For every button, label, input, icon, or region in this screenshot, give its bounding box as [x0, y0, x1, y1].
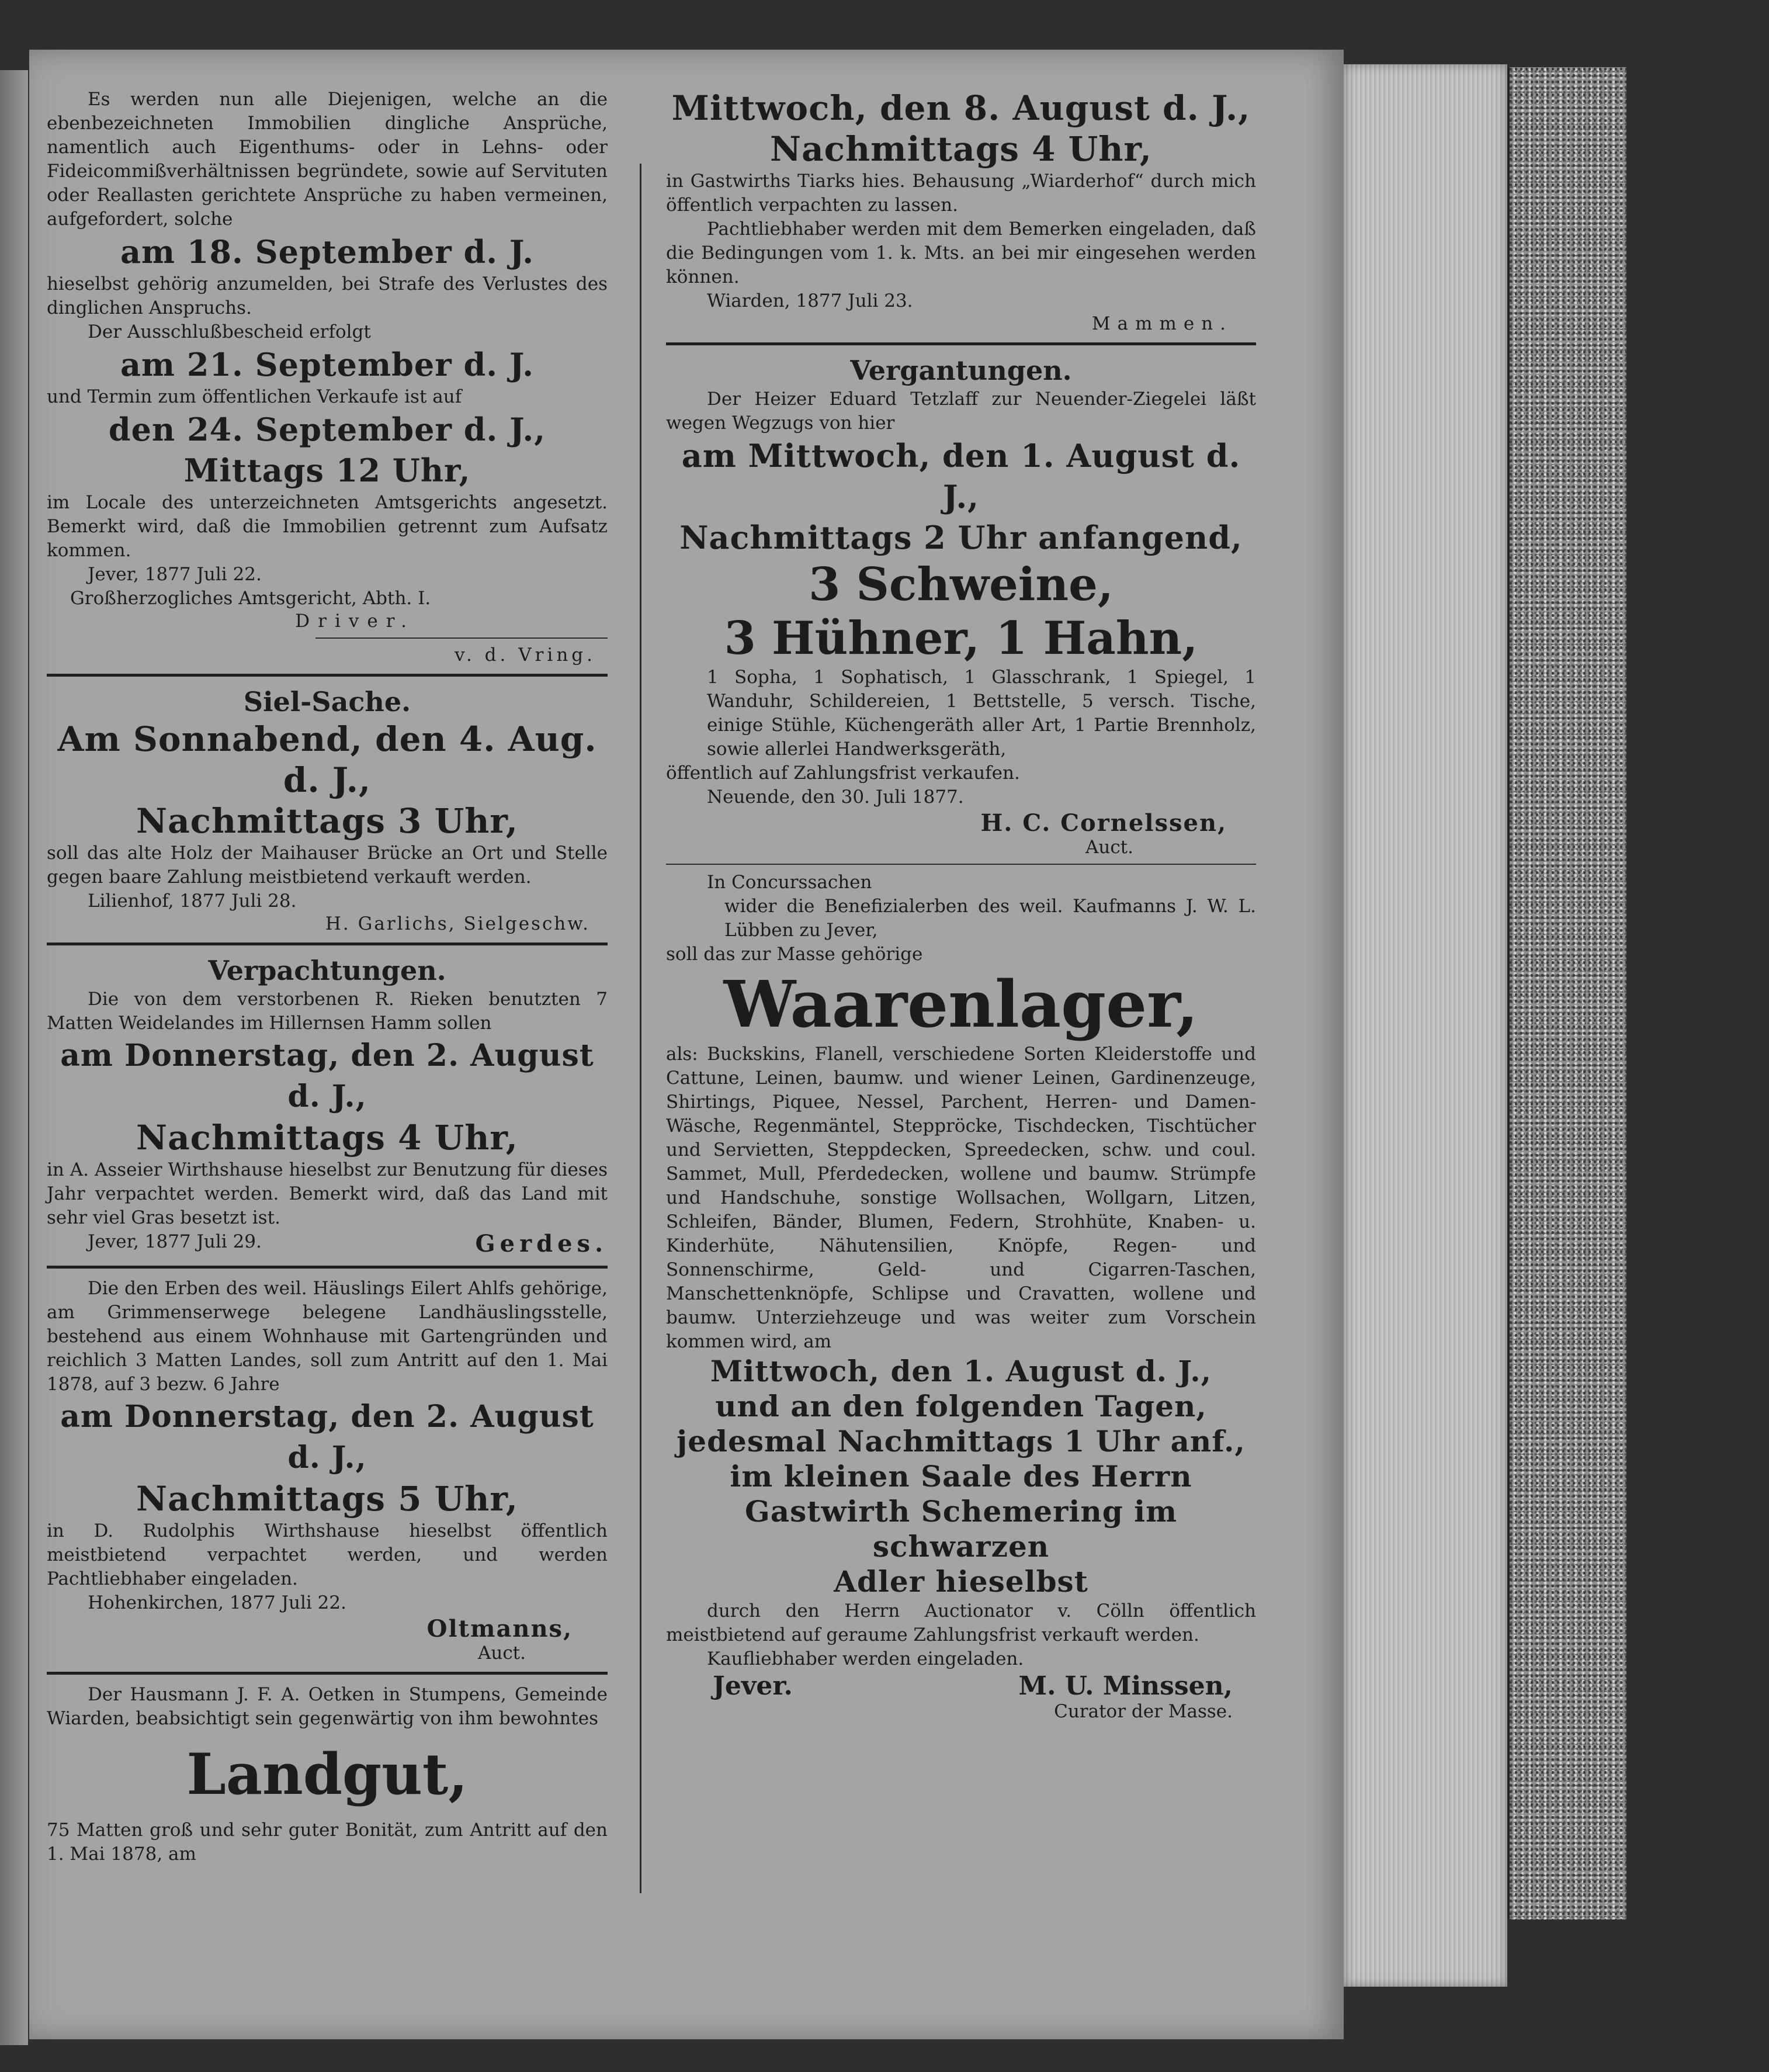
notice-text: Der Ausschlußbescheid erfolgt	[88, 321, 371, 342]
notice-text: öffentlich auf Zahlungsfrist verkaufen.	[666, 763, 1020, 784]
notice-text: im Locale des unterzeichneten Amtsgerichts angesetzt. Bemerkt wird, daß die Immobilien getrennt zum Aufsatz kommen.	[47, 492, 608, 561]
notice-signature-row	[666, 1671, 1256, 1701]
notice-date: Mittwoch, den 8. August d. J.,	[671, 88, 1251, 128]
notice-time: Nachmittags 4 Uhr,	[770, 129, 1152, 169]
notice-time: Nachmittags 4 Uhr,	[136, 1118, 518, 1158]
notice-line: und an den folgenden Tagen,	[715, 1389, 1207, 1423]
notice-place-date: Jever, 1877 Juli 29.	[88, 1231, 262, 1252]
divider	[47, 674, 608, 677]
notice-place-date: Lilienhof, 1877 Juli 28.	[88, 891, 297, 912]
notice-date: am Donnerstag, den 2. August d. J.,	[60, 1399, 594, 1475]
notice-time: Nachmittags 3 Uhr,	[136, 801, 518, 841]
divider	[666, 864, 1256, 865]
notice-line: im kleinen Saale des Herrn	[730, 1459, 1192, 1494]
notice-siel	[47, 685, 608, 934]
notice-line: Adler hieselbst	[834, 1564, 1088, 1599]
notice-text: Es werden nun alle Diejenigen, welche an die ebenbezeichneten Immobilien dingliche Ansprüche, namentlich auch Eigenthums- oder in Lehns- oder Fideicommißverhältnissen begründete, sowie auf Servituten oder Reallasten gerichtete Ansprüche zu haben vermeinen, aufgefordert, solche	[47, 89, 608, 230]
notice-title: Waarenlager,	[723, 966, 1199, 1042]
notice-text: Die von dem verstorbenen R. Rieken benutzten 7 Matten Weidelandes im Hillernsen Hamm sollen	[47, 989, 608, 1034]
notice-date: den 24. September d. J.,	[108, 411, 546, 448]
notice-time: Nachmittags 2 Uhr anfangend,	[679, 519, 1243, 556]
notice-text: Der Hausmann J. F. A. Oetken in Stumpens, Gemeinde Wiarden, beabsichtigt sein gegenwärtig von ihm bewohntes	[47, 1684, 608, 1729]
notice-signature: Gerdes.	[475, 1230, 608, 1257]
notice-verpachtungen	[47, 954, 608, 1257]
notice-text: in D. Rudolphis Wirthshause hieselbst öffentlich meistbietend verpachtet werden, und werden Pachtliebhaber eingeladen.	[47, 1520, 608, 1589]
notice-text: durch den Herrn Auctionator v. Cölln öffentlich meistbietend auf geraume Zahlungsfrist verkauft werden.	[666, 1600, 1256, 1645]
notice-text: in A. Asseier Wirthshause hieselbst zur Benutzung für dieses Jahr verpachtet werden. Bemerkt wird, daß das Land mit sehr viel Gras besetzt ist.	[47, 1159, 608, 1228]
notice-signature: H. C. Cornelssen,	[980, 809, 1227, 837]
notice-signature: Driver.	[295, 611, 415, 632]
notice-text: soll das alte Holz der Maihauser Brücke an Ort und Stelle gegen baare Zahlung meistbietend verkauft werden.	[47, 843, 608, 888]
notice-line: Gastwirth Schemering im schwarzen	[745, 1494, 1177, 1564]
notice-signature: Oltmanns,	[426, 1615, 573, 1643]
notice-signature-role: Auct.	[1085, 837, 1133, 858]
notice-signature-role: Curator der Masse.	[1054, 1701, 1233, 1722]
book-cover	[1507, 67, 1626, 1919]
notice-title: Landgut,	[186, 1741, 468, 1807]
left-column	[47, 88, 608, 1911]
notice-place: Jever.	[713, 1671, 793, 1701]
notice-text: in Gastwirths Tiarks hies. Behausung „Wiarderhof“ durch mich öffentlich verpachten zu lassen.	[666, 171, 1256, 216]
notice-date: Mittwoch, den 1. August d. J.,	[710, 1354, 1212, 1388]
notice-date: Am Sonnabend, den 4. Aug. d. J.,	[57, 719, 597, 800]
divider	[666, 342, 1256, 345]
notice-signature: Mammen.	[1091, 313, 1233, 334]
notice-signature: M. U. Minssen,	[1018, 1671, 1233, 1701]
divider	[47, 1672, 608, 1675]
section-heading: Vergantungen.	[850, 355, 1072, 386]
notice-text: hieselbst gehörig anzumelden, bei Strafe des Verlustes des dinglichen Anspruchs.	[47, 273, 608, 318]
divider	[47, 1266, 608, 1269]
notice-text: 1 Sopha, 1 Sophatisch, 1 Glasschrank, 1 Spiegel, 1 Wanduhr, Schildereien, 1 Bettstelle, 5 versch. Tische, einige Stühle, Küchengeräth aller Art, 1 Partie Brennholz, sowie allerlei Handwerksgeräth,	[707, 667, 1256, 760]
notice-text: als: Buckskins, Flanell, verschiedene Sorten Kleiderstoffe und Cattune, Leinen, baumw. und wiener Leinen, Gardinenzeuge, Shirtings, Piquee, Nessel, Parchent, Herren- und Damen-Wäsche, Regenmäntel, Steppröcke, Tischdecken, Tischtücher und Servietten, Steppdecken, Spreedecken, schw. und coul. Sammet, Mull, Pferdedecken, wollene und baumw. Strümpfe und Handschuhe, sonstige Wollsachen, Wollgarn, Litzen, Schleifen, Bänder, Blumen, Federn, Strohhüte, Knaben- u. Kinderhüte, Nähutensilien, Knöpfe, Regen- und Sonnenschirme, Geld- und Cigarren-Taschen, Manschettenknöpfe, Schlipse und Cravatten, wollene und baumw. Unterziehzeuge und was weiter zum Vorschein kommen wird, am	[666, 1044, 1256, 1352]
notice-landgut	[47, 1683, 608, 1866]
notice-item: 3 Hühner, 1 Hahn,	[724, 612, 1198, 665]
notice-time: jedesmal Nachmittags 1 Uhr anf.,	[677, 1424, 1246, 1458]
section-heading: Siel-Sache.	[243, 686, 411, 718]
notice-place-date: Neuende, den 30. Juli 1877.	[707, 786, 964, 808]
notice-text: In Concurssachen	[707, 872, 872, 893]
notice-time: Nachmittags 5 Uhr,	[136, 1479, 518, 1519]
notice-text: und Termin zum öffentlichen Verkaufe ist auf	[47, 386, 462, 407]
notice-date: am 21. September d. J.	[120, 346, 535, 383]
notice-text: soll das zur Masse gehörige	[666, 944, 923, 965]
column-divider	[640, 164, 641, 1893]
notice-date: am Donnerstag, den 2. August d. J.,	[60, 1038, 594, 1114]
notice-text: Pachtliebhaber werden mit dem Bemerken eingeladen, daß die Bedingungen vom 1. k. Mts. an bei mir eingesehen werden können.	[666, 219, 1256, 287]
notice-item: 3 Schweine,	[809, 558, 1114, 611]
notice-concurs	[666, 871, 1256, 1722]
divider	[315, 637, 608, 639]
notice-text: Der Heizer Eduard Tetzlaff zur Neuender-Ziegelei läßt wegen Wegzugs von hier	[666, 389, 1256, 434]
divider	[47, 943, 608, 945]
notice-authority: Großherzogliches Amtsgericht, Abth. I.	[70, 588, 431, 609]
notice-time: Mittags 12 Uhr,	[183, 452, 471, 489]
notice-place-date: Jever, 1877 Juli 22.	[88, 564, 262, 585]
notice-text: Die den Erben des weil. Häuslings Eilert Ahlfs gehörige, am Grimmenserwege belegene Landhäuslingsstelle, bestehend aus einem Wohnhause mit Gartengründen und reichlich 3 Matten Landes, soll zum Antritt auf den 1. Mai 1878, auf 3 bezw. 6 Jahre	[47, 1278, 608, 1395]
book-page-edges	[1344, 64, 1507, 1987]
notice-text: 75 Matten groß und sehr guter Bonität, zum Antritt auf den 1. Mai 1878, am	[47, 1820, 608, 1865]
notice-date: am Mittwoch, den 1. August d. J.,	[681, 437, 1241, 515]
notice-place-date: Hohenkirchen, 1877 Juli 22.	[88, 1592, 346, 1613]
notice-vergantungen	[666, 354, 1256, 858]
notice-signature-2: v. d. Vring.	[455, 645, 596, 666]
notice-ahlfs	[47, 1277, 608, 1664]
notice-date: am 18. September d. J.	[120, 233, 535, 271]
notice-text: wider die Benefizialerben des weil. Kaufmanns J. W. L. Lübben zu Jever,	[724, 896, 1256, 941]
notice-place-date: Wiarden, 1877 Juli 23.	[707, 290, 913, 311]
previous-page-edge	[0, 70, 28, 2045]
notice-signature: H. Garlichs, Sielgeschw.	[325, 913, 590, 934]
section-heading: Verpachtungen.	[208, 955, 446, 986]
notice-signature-role: Auct.	[477, 1643, 526, 1664]
right-column	[666, 88, 1256, 1911]
notice-text: Kaufliebhaber werden eingeladen.	[707, 1648, 1024, 1669]
notice-immobilien	[47, 88, 608, 666]
notice-wiarden	[666, 88, 1256, 334]
